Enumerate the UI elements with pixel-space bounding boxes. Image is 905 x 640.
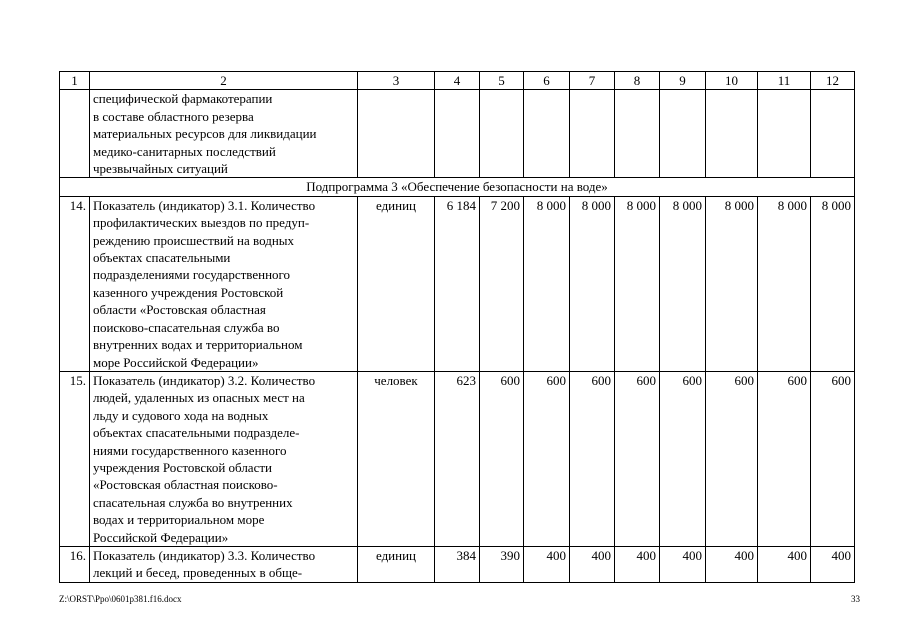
indicator-description-cell: Показатель (индикатор) 3.1. Количество профилактических выездов по предуп- реждению происшествий на водных объектах спасательными подразделениями государственного казенного учреждения Ростовской области «Ростовская областная поисково-спасательная служба во внутренних водах и территориальном море Российской Федерации»	[90, 196, 358, 371]
empty-cell	[358, 90, 435, 178]
empty-cell	[435, 90, 480, 178]
empty-cell	[758, 90, 811, 178]
value-cell: 400	[706, 546, 758, 582]
header-cell: 10	[706, 72, 758, 90]
indicator-description-cell: специфической фармакотерапии в составе областного резерва материальных ресурсов для ликвидации медико-санитарных последствий чрезвычайных ситуаций	[90, 90, 358, 178]
table-row	[60, 546, 855, 582]
indicators-table	[59, 71, 855, 583]
header-cell: 12	[811, 72, 855, 90]
header-cell: 11	[758, 72, 811, 90]
header-cell: 4	[435, 72, 480, 90]
value-cell: 600	[660, 371, 706, 546]
header-cell: 2	[90, 72, 358, 90]
header-cell: 1	[60, 72, 90, 90]
table-row-continuation	[60, 90, 855, 178]
value-cell: 400	[811, 546, 855, 582]
header-cell: 7	[570, 72, 615, 90]
header-cell: 6	[524, 72, 570, 90]
value-cell: 600	[811, 371, 855, 546]
value-cell: 8 000	[524, 196, 570, 371]
empty-cell	[811, 90, 855, 178]
unit-cell: человек	[358, 371, 435, 546]
value-cell: 8 000	[758, 196, 811, 371]
value-cell: 8 000	[660, 196, 706, 371]
unit-cell: единиц	[358, 546, 435, 582]
value-cell: 8 000	[570, 196, 615, 371]
row-number-cell: 16.	[60, 546, 90, 582]
subprogram-title: Подпрограмма 3 «Обеспечение безопасности на воде»	[60, 178, 855, 196]
row-number-cell: 15.	[60, 371, 90, 546]
empty-cell	[480, 90, 524, 178]
value-cell: 600	[706, 371, 758, 546]
value-cell: 400	[615, 546, 660, 582]
unit-cell: единиц	[358, 196, 435, 371]
value-cell: 8 000	[615, 196, 660, 371]
value-cell: 8 000	[706, 196, 758, 371]
header-cell: 5	[480, 72, 524, 90]
subprogram-row	[60, 178, 855, 196]
header-cell: 8	[615, 72, 660, 90]
empty-cell	[615, 90, 660, 178]
table-row	[60, 196, 855, 371]
value-cell: 400	[758, 546, 811, 582]
table-header-row	[60, 72, 855, 90]
table-row	[60, 371, 855, 546]
document-file-path: Z:\ORST\Ppo\0601p381.f16.docx	[59, 594, 182, 604]
value-cell: 400	[660, 546, 706, 582]
indicator-description-cell: Показатель (индикатор) 3.3. Количество лекций и бесед, проведенных в обще-	[90, 546, 358, 582]
value-cell: 623	[435, 371, 480, 546]
row-number-cell	[60, 90, 90, 178]
value-cell: 600	[570, 371, 615, 546]
empty-cell	[660, 90, 706, 178]
value-cell: 384	[435, 546, 480, 582]
value-cell: 600	[615, 371, 660, 546]
value-cell: 600	[758, 371, 811, 546]
value-cell: 400	[570, 546, 615, 582]
empty-cell	[524, 90, 570, 178]
empty-cell	[570, 90, 615, 178]
row-number-cell: 14.	[60, 196, 90, 371]
value-cell: 8 000	[811, 196, 855, 371]
value-cell: 390	[480, 546, 524, 582]
page-number: 33	[851, 594, 860, 604]
empty-cell	[706, 90, 758, 178]
header-cell: 3	[358, 72, 435, 90]
value-cell: 7 200	[480, 196, 524, 371]
value-cell: 6 184	[435, 196, 480, 371]
value-cell: 400	[524, 546, 570, 582]
value-cell: 600	[480, 371, 524, 546]
value-cell: 600	[524, 371, 570, 546]
indicator-description-cell: Показатель (индикатор) 3.2. Количество людей, удаленных из опасных мест на льду и судового хода на водных объектах спасательными подразделе- ниями государственного казенного учреждения Ростовской области «Ростовская областная поисково- спасательная служба во внутренних водах и территориальном море Российской Федерации»	[90, 371, 358, 546]
header-cell: 9	[660, 72, 706, 90]
